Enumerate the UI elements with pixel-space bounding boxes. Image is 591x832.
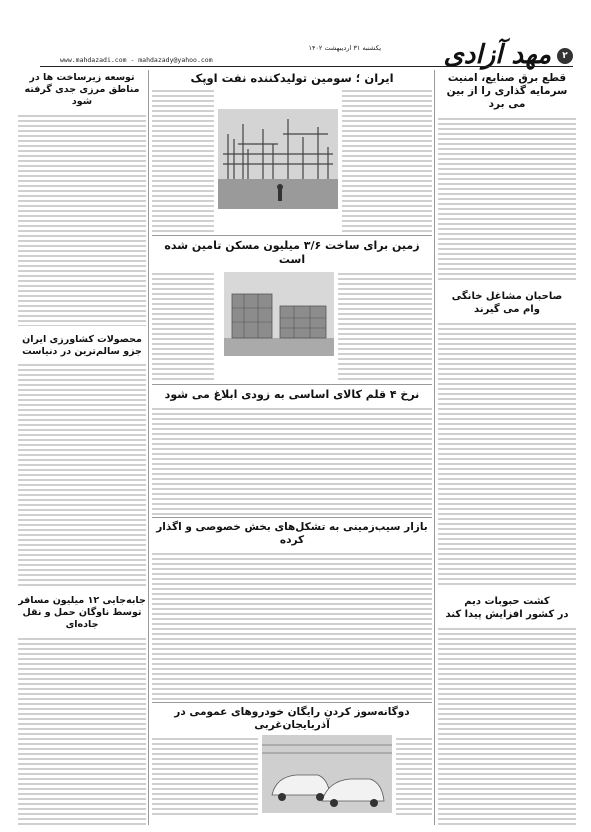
- article-headline: مناطق مرزی جدی گرفته شود: [24, 83, 140, 107]
- column-divider: [148, 70, 149, 825]
- section-divider: [152, 702, 432, 703]
- right-column: [438, 70, 576, 825]
- section-divider: [152, 384, 432, 385]
- auto-headline: دوگانه‌سوز کردن رایگان خودروهای عمومی در آذربایجان‌غربی: [174, 705, 410, 731]
- article-body: [18, 361, 146, 587]
- article-headline: صاحبان مشاغل خانگی: [451, 291, 563, 303]
- article-headline: توسعه زیرساخت ها در: [29, 72, 135, 83]
- left-column: [18, 70, 146, 825]
- article-body: [152, 550, 432, 700]
- article-headline: وام می گیرند: [474, 303, 540, 315]
- housing-headline: زمین برای ساخت ۳/۶ میلیون مسکن تامین شده است: [164, 239, 420, 267]
- section-divider: [152, 235, 432, 236]
- inflation-headline: نرخ ۴ قلم کالای اساسی به زودی ابلاغ می شود: [164, 387, 420, 401]
- construction-photo: [224, 272, 334, 356]
- article-body: [342, 87, 432, 233]
- lead-headline: ایران ؛ سومین تولیدکننده نفت اوپک: [190, 71, 394, 85]
- article-headline: قطع برق صنایع، امنیت: [447, 72, 567, 84]
- article-body: [152, 270, 214, 382]
- dateline: یکشنبه ۳۱ اردیبهشت ۱۴۰۲: [308, 44, 381, 52]
- article-headline: سرمایه گذاری را از بین می برد: [446, 85, 568, 111]
- article-headline: در کشور افزایش پیدا کند: [445, 608, 569, 620]
- article-body: [18, 112, 146, 326]
- article-body: [152, 735, 258, 815]
- article-headline: کشت حبوبات دیم: [464, 596, 550, 608]
- market-headline: بازار سیب‌زمینی به تشکل‌های بخش خصوصی و اگذار کرده: [156, 520, 428, 546]
- article-headline: جزو سالم‌ترین در دنیاست: [22, 345, 142, 357]
- lead-article: [152, 87, 432, 233]
- masthead-rule: [40, 66, 573, 67]
- newspaper-logo: مهد آزادی: [443, 40, 551, 70]
- article-body: [152, 87, 214, 233]
- article-body: [396, 735, 432, 815]
- article-body: [438, 320, 576, 588]
- article-headline: محصولات کشاورزی ایران: [22, 333, 142, 345]
- oil-refinery-photo: [218, 109, 338, 209]
- article-body: [438, 625, 576, 825]
- car-factory-photo: [262, 735, 392, 813]
- article-body: [438, 115, 576, 283]
- housing-article: [152, 270, 432, 382]
- section-divider: [152, 517, 432, 518]
- masthead: [0, 0, 591, 70]
- auto-article: [152, 735, 432, 815]
- article-body: [18, 635, 146, 825]
- article-headline: جابه‌جایی ۱۲ میلیون مسافر: [18, 595, 146, 607]
- article-headline: توسط ناوگان حمل و نقل جاده‌ای: [22, 607, 142, 631]
- website-link[interactable]: www.mahdazadi.com - mahdazady@yahoo.com: [60, 56, 213, 64]
- article-body: [338, 270, 432, 382]
- column-divider: [434, 70, 435, 825]
- page-number: ۲: [557, 48, 573, 64]
- center-column: [152, 70, 432, 825]
- article-body: [152, 405, 432, 515]
